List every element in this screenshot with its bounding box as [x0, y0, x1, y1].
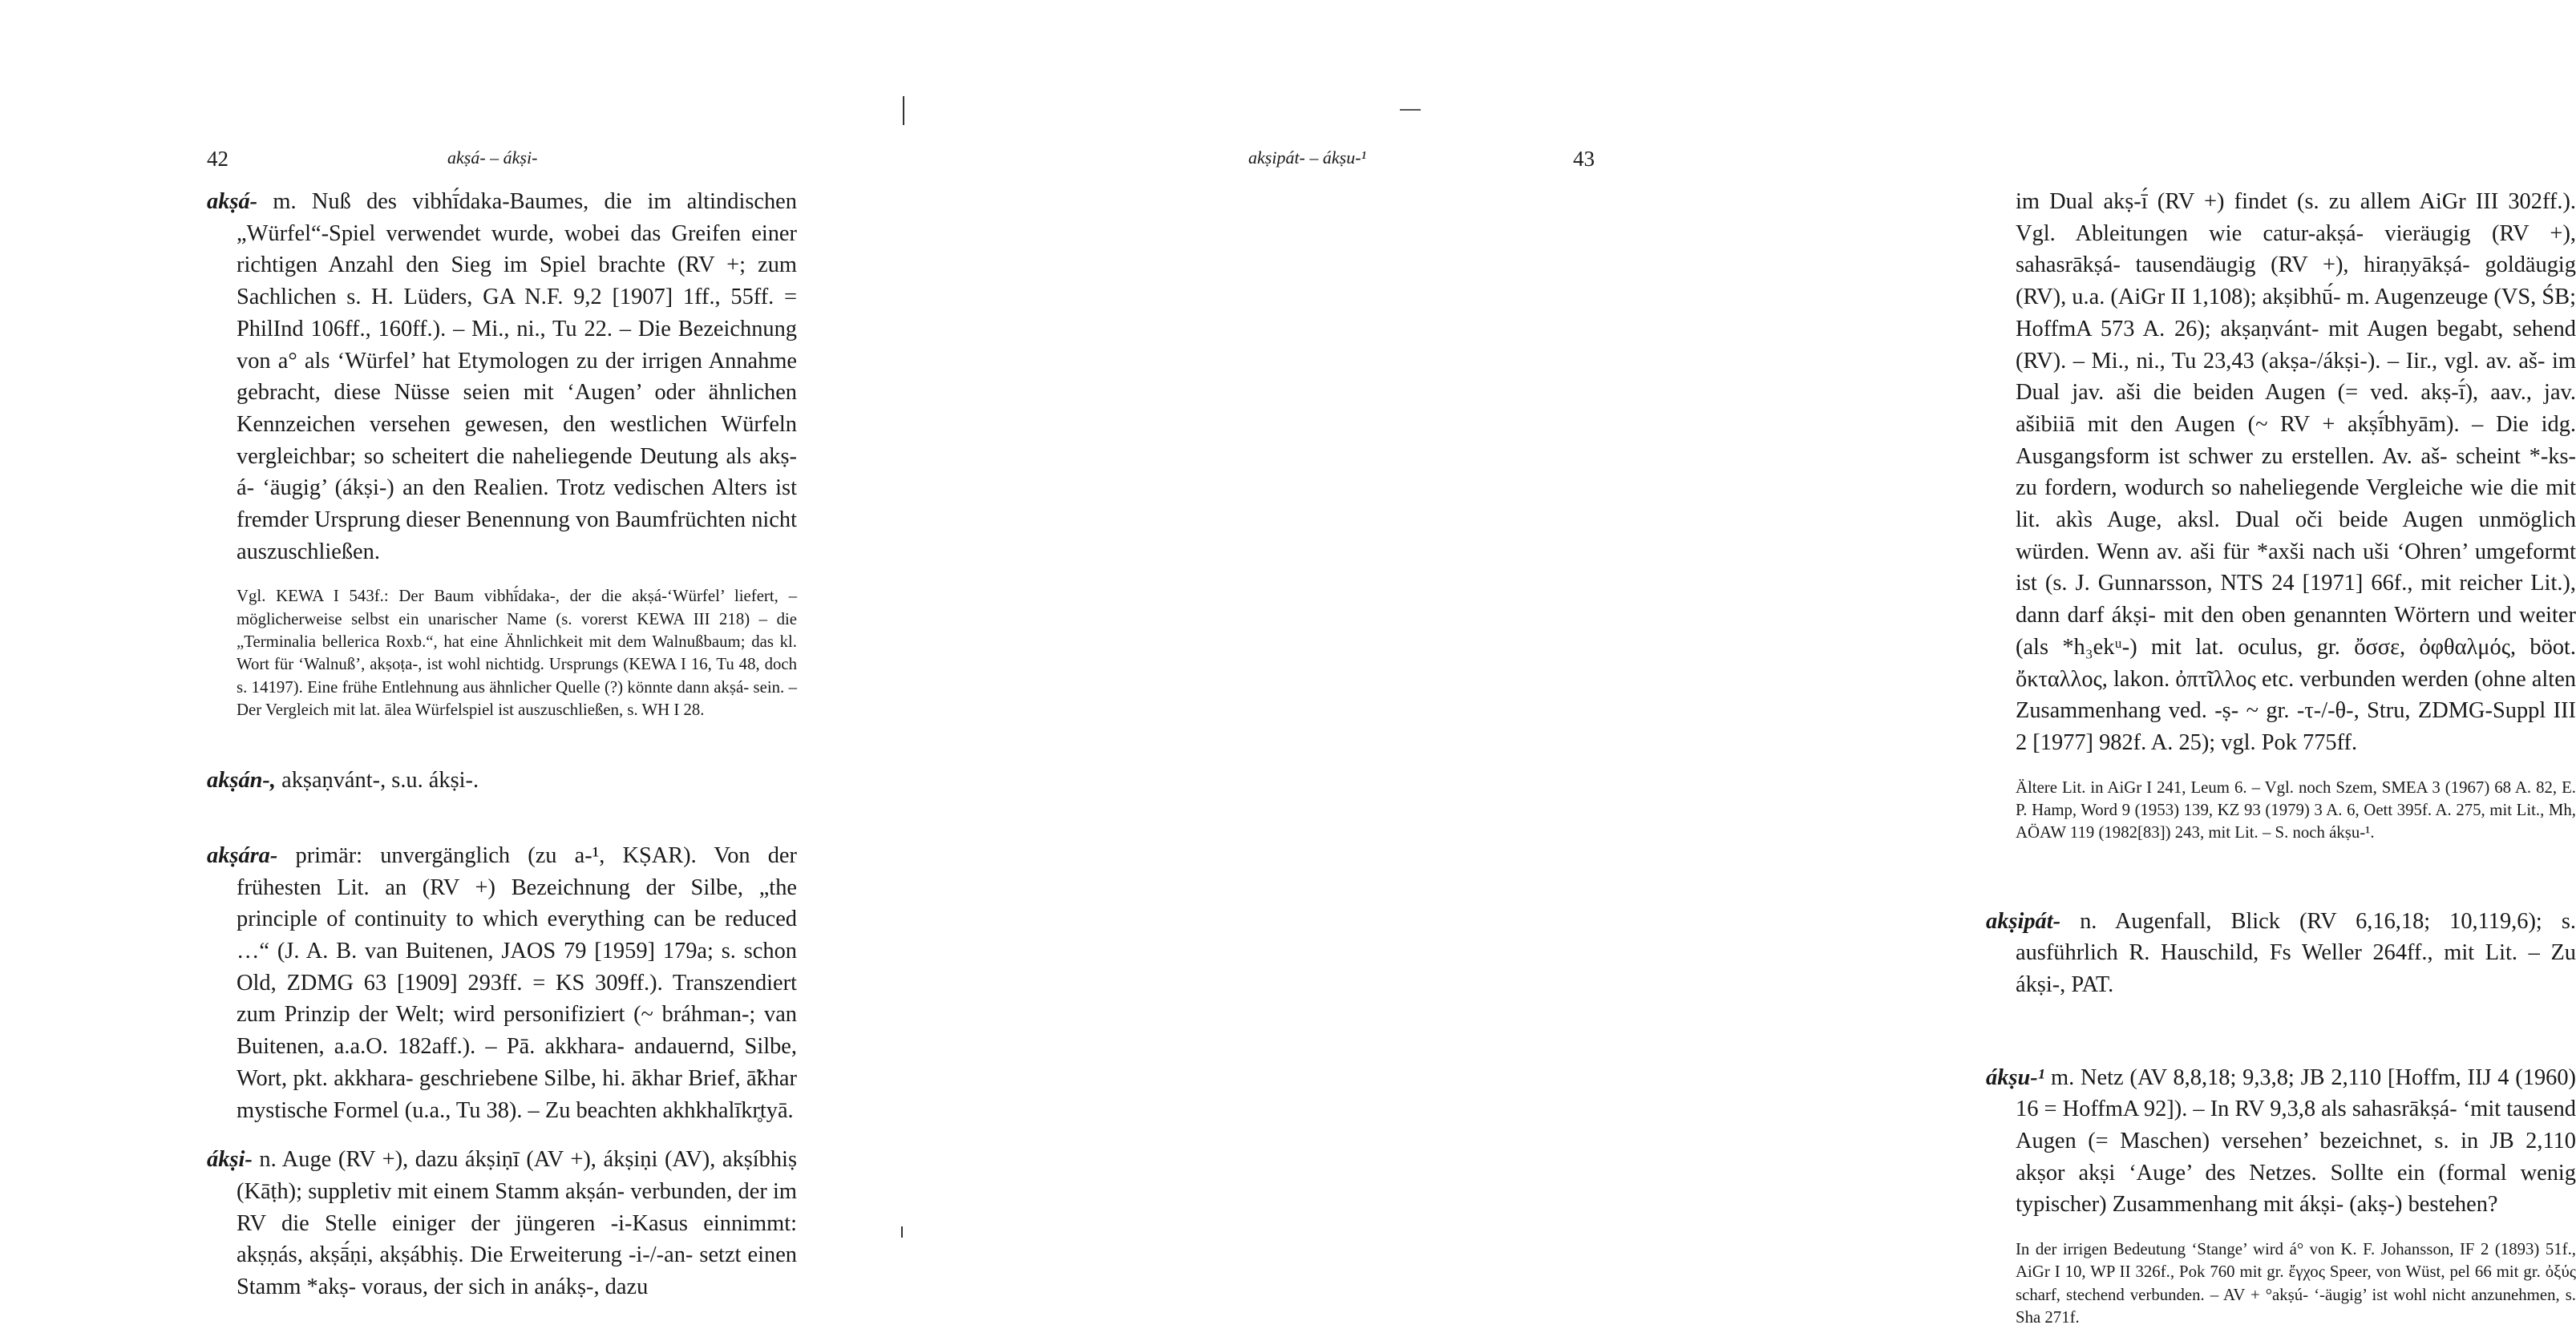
- entry-text: m. Nuß des vibhī́daka-Baumes, die im altindischen „Würfel“-Spiel verwendet wurde, wobei das Greifen einer richtigen Anzahl den Sieg im Spiel brachte (RV +; zum Sachlichen s. H. Lüders, GA N.F. 9,2 [1907] 1ff., 55ff. = PhilInd 106ff., 160ff.). – Mi., ni., Tu 22. – Die Bezeichnung von a° als ‘Würfel’ hat Etymologen zu der irrigen Annahme gebracht, diese Nüsse seien mit ‘Augen’ oder ähnlichen Kennzeichen versehen gewesen, den westlichen Würfeln vergleichbar; so scheitert die naheliegende Deutung als akṣ-á- ‘äugig’ (ákṣi-) an den Realien. Trotz vedischen Alters ist fremder Ursprung dieser Benennung von Baumfrüchten nicht auszuschließen.: [237, 189, 797, 564]
- headword: akṣára-: [207, 842, 278, 868]
- right-page-number: 43: [1573, 147, 1595, 171]
- gutter-mark: [903, 96, 904, 125]
- entry-akṣán: [207, 765, 797, 797]
- headword: akṣá-: [207, 189, 258, 214]
- left-page-number: 42: [207, 147, 228, 171]
- entry-text: akṣaṇvánt-, s.u. ákṣi-.: [281, 768, 479, 794]
- headword: ákṣi-: [207, 1147, 253, 1173]
- footnote-ákṣu: In der irrigen Bedeutung ‘Stange’ wird á° von K. F. Johansson, IF 2 (1893) 51f., AiGr I 10, WP II 326f., Pok 760 mit gr. ἔγχος Speer, von Wüst, pel 66 mit gr. ὀξύς scharf, stechend verbunden. – AV + °akṣú- ‘-äugig’ ist wohl nicht anzunehmen, s. Sha 271f.: [2016, 1240, 2576, 1327]
- continuation-ákṣi: im Dual akṣ-ī́ (RV +) findet (s. zu allem AiGr III 302ff.). Vgl. Ableitungen wie catur-akṣá- vieräugig (RV +), sahasrākṣá- tausendäugig (RV +), hiraṇyākṣá- goldäugig (RV), u.a. (AiGr II 1,108); akṣibhū́- m. Augenzeuge (VS, ŚB; HoffmA 573 A. 26); akṣaṇvánt- mit Augen begabt, sehend (RV). – Mi., ni., Tu 23,43 (akṣa-/ákṣi-). – Iir., vgl. av. aš- im Dual jav. aši die beiden Augen (= ved. akṣ-ī́), aav., jav. ašibiiā mit den Augen (~ RV + akṣī́bhyām). – Die idg. Ausgangsform ist schwer zu erstellen. Av. aš- scheint *-ks- zu fordern, wodurch so naheliegende Vergleiche wie die mit lit. akìs Auge, aksl. Dual oči beide Augen unmöglich würden. Wenn av. aši für *axši nach uši ‘Ohren’ umgeformt ist (s. J. Gunnarsson, NTS 24 [1971] 66f., mit reicher Lit.), dann darf ákṣi- mit den oben genannten Wörtern und weiter (als *h₃ekᵘ-) mit lat. oculus, gr. ὄσσε, ὀφθαλμός, böot. ὄκταλλος, lakon. ὀπτῖλλος etc. verbunden werden (ohne alten Zusammenhang ved. -ṣ- ~ gr. -τ-/-θ-, Stru, ZDMG-Suppl III 2 [1977] 982f. A. 25); vgl. Pok 775ff.: [2016, 189, 2576, 755]
- headword: akṣipát-: [1986, 908, 2061, 934]
- footnote-ákṣi: Ältere Lit. in AiGr I 241, Leum 6. – Vgl. noch Szem, SMEA 3 (1967) 68 A. 82, E. P. Hamp, Word 9 (1953) 139, KZ 93 (1979) 3 A. 6, Oett 395f. A. 275, mit Lit., Mh, AÖAW 119 (1982[83]) 243, mit Lit. – S. noch ákṣu-¹.: [2016, 778, 2576, 842]
- gutter-mark: [901, 1226, 903, 1238]
- left-running-head: [207, 147, 228, 172]
- entry-text: n. Augenfall, Blick (RV 6,16,18; 10,119,6); s. ausführlich R. Hauschild, Fs Weller 264ff., mit Lit. – Zu ákṣi-, PAT.: [2016, 908, 2576, 997]
- entry-ákṣu: [1986, 1062, 2576, 1222]
- left-column: [207, 186, 797, 1303]
- right-running-title: akṣipát- – ákṣu-¹: [1248, 147, 1367, 168]
- headword: ákṣu-¹: [1986, 1064, 2045, 1090]
- entry-text: m. Netz (AV 8,8,18; 9,3,8; JB 2,110 [Hoffm, IIJ 4 (1960) 16 = HoffmA 92]). – In RV 9,3,8 als sahasrākṣá- ‘mit tausend Augen (= Maschen) versehen’ bezeichnet, s. in JB 2,110 akṣor akṣi ‘Auge’ des Netzes. Sollte ein (formal wenig typischer) Zusammenhang mit ákṣi- (akṣ-) bestehen?: [2016, 1064, 2576, 1218]
- left-running-title: akṣá- – ákṣi-: [447, 147, 538, 168]
- right-running-head: [1573, 147, 1595, 172]
- headword: akṣán-,: [207, 768, 276, 794]
- entry-text: primär: unvergänglich (zu a-¹, KṢAR). Von der frühesten Lit. an (RV +) Bezeichnung der Silbe, „the principle of continuity to which everything can be reduced …“ (J. A. B. van Buitenen, JAOS 79 [1959] 179a; s. schon Old, ZDMG 63 [1909] 293ff. = KS 309ff.). Transzendiert zum Prinzip der Welt; wird personifiziert (~ bráhman-; van Buitenen, a.a.O. 182aff.). – Pā. akkhara- andauernd, Silbe, Wort, pkt. akkhara- geschriebene Silbe, hi. ākhar Brief, ā̃khar mystische Formel (u.a., Tu 38). – Zu beachten akhkhalīkr̥tyā.: [237, 842, 797, 1123]
- left-page: [0, 0, 940, 1327]
- footnote-akṣá: Vgl. KEWA I 543f.: Der Baum vibhī́daka-, der die akṣá-‘Würfel’ liefert, – möglicherweise selbst ein unarischer Name (s. vorerst KEWA III 218) – die „Terminalia bellerica Roxb.“, hat eine Ähnlichkeit mit dem Walnußbaum; das kl. Wort für ‘Walnuß’, akṣoṭa-, ist wohl nichtidg. Ursprungs (KEWA I 16, Tu 48, doch s. 14197). Eine frühe Entlehnung aus ähnlicher Quelle (?) könnte dann akṣá- sein. – Der Vergleich mit lat. ālea Würfelspiel ist auszuschließen, s. WH I 28.: [237, 587, 797, 719]
- entry-akṣá: [207, 186, 797, 568]
- entry-text: n. Auge (RV +), dazu ákṣiṇī (AV +), ákṣiṇi (AV), akṣíbhiṣ (Kāṭh); suppletiv mit einem Stamm akṣán- verbunden, der im RV die Stelle einiger der jüngeren -i-Kasus einnimmt: akṣṇás, akṣā́ṇi, akṣábhiṣ. Die Erweiterung -i-/-an- setzt einen Stamm *akṣ- voraus, der sich in anákṣ-, dazu: [237, 1147, 797, 1300]
- entry-akṣára: [207, 840, 797, 1126]
- entry-akṣipát: [1986, 906, 2576, 1001]
- entry-ákṣi: [207, 1144, 797, 1303]
- right-column: [1986, 186, 2576, 1329]
- right-page: [940, 0, 2576, 1327]
